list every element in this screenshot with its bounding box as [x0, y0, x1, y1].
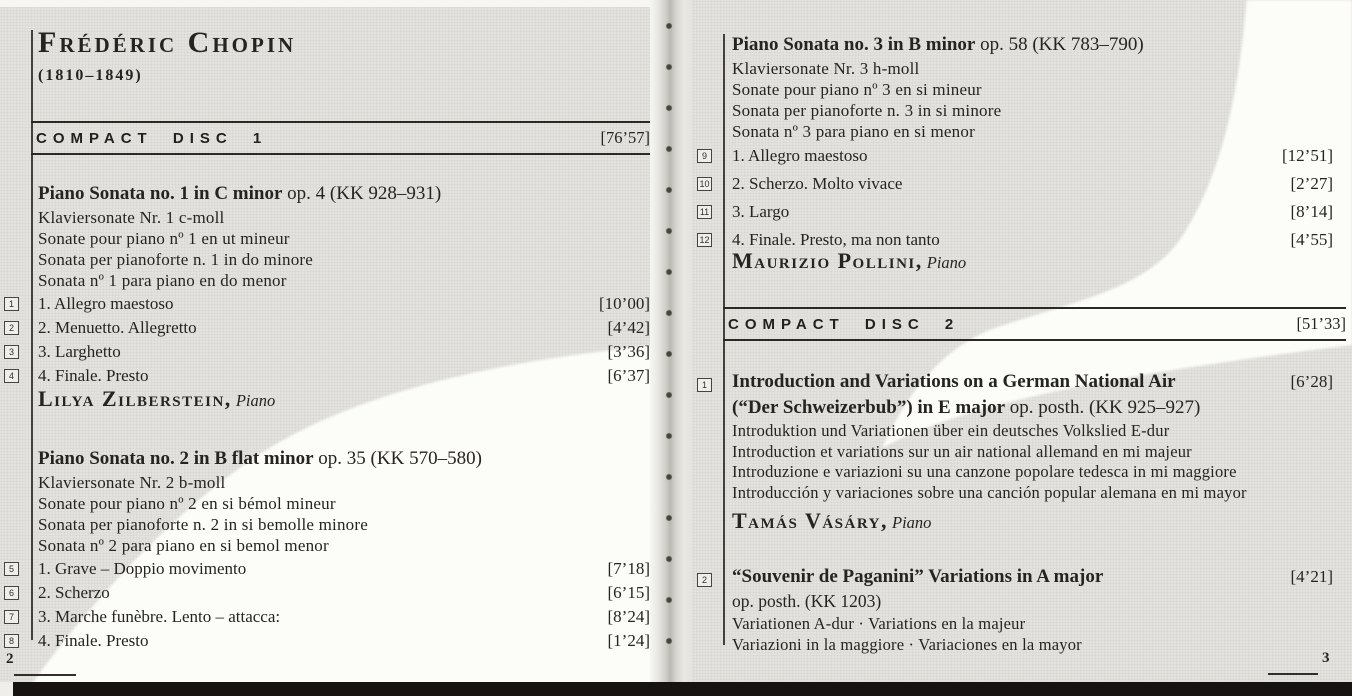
- subtitle-it: Sonata per pianoforte n. 3 in si minore: [732, 101, 1002, 120]
- work-title-main: Piano Sonata no. 1 in C minor: [38, 183, 283, 204]
- performer-role: Piano: [891, 513, 932, 532]
- subtitle-de: Klaviersonate Nr. 3 h-moll: [732, 59, 920, 78]
- track-list: [8, 292, 650, 388]
- work-opus: op. 35 (KK 570–580): [318, 448, 482, 469]
- track-time: [8’24]: [607, 607, 650, 626]
- composer-name: Frédéric Chopin: [38, 26, 297, 59]
- track-time: [12’51]: [1282, 146, 1333, 165]
- page-number-rule: [1268, 673, 1318, 675]
- work-opus: op. 4 (KK 928–931): [287, 183, 442, 204]
- subtitle-de: Klaviersonate Nr. 2 b-moll: [38, 473, 226, 492]
- track-time: [4’21]: [1290, 567, 1333, 586]
- work-opus: op. posth. (KK 925–927): [1009, 397, 1201, 418]
- track-time: [6’37]: [607, 366, 650, 385]
- track-title: 1. Grave – Doppio movimento: [38, 559, 247, 578]
- track-row: [8, 557, 650, 581]
- work-title-main: Piano Sonata no. 2 in B flat minor: [38, 448, 314, 469]
- booklet-page-left: [0, 0, 656, 696]
- track-row: [699, 170, 1333, 198]
- work-title-main2: (“Der Schweizerbub”) in E major: [732, 397, 1006, 418]
- work-title: [732, 32, 1333, 58]
- performer-name: Lilya Zilberstein,: [38, 386, 232, 411]
- track-number-box: 10: [697, 177, 712, 191]
- track-number-box: 2: [4, 321, 19, 335]
- track-number-box: 8: [4, 634, 19, 648]
- track-title: 1. Allegro maestoso: [732, 146, 868, 165]
- subtitle-fr: Sonate pour piano nº 2 en si bémol mineur: [38, 494, 336, 513]
- work-sonata1: [8, 181, 650, 388]
- work-title-main: “Souvenir de Paganini” Variations in A major: [732, 566, 1104, 587]
- work-souvenir-de-paganini: [701, 564, 1333, 655]
- performer-name: Tamás Vásáry,: [732, 508, 888, 533]
- subtitle-es: Sonata nº 2 para piano en si bemol menor: [38, 536, 329, 555]
- page-number-left: 2: [6, 651, 14, 667]
- work-subtitles: [732, 421, 1333, 503]
- disc2-header: [723, 307, 1346, 341]
- track-time: [6’15]: [607, 583, 650, 602]
- scan-bottom-corner: [0, 682, 13, 696]
- work-title-main: Introduction and Variations on a German National Air: [732, 371, 1176, 392]
- track-title: 4. Finale. Presto, ma non tanto: [732, 230, 940, 249]
- composer-block: [38, 26, 296, 85]
- track-title: 2. Scherzo: [38, 583, 110, 602]
- subtitle-es: Sonata nº 1 para piano en do menor: [38, 271, 287, 290]
- subtitle-es: Introducción y variaciones sobre una canción popular alemana en mi mayor: [732, 482, 1247, 502]
- track-time: [7’18]: [607, 559, 650, 578]
- disc2-label: COMPACT DISC 2: [728, 315, 960, 333]
- track-title: 3. Marche funèbre. Lento – attacca:: [38, 607, 281, 626]
- work-title-main: Piano Sonata no. 3 in B minor: [732, 34, 976, 55]
- booklet-page-right: [680, 0, 1352, 696]
- subtitle-de: Introduktion und Variationen über ein deutsches Volkslied E-dur: [732, 421, 1170, 440]
- track-number-box: 3: [4, 345, 19, 359]
- work-opus: op. posth. (KK 1203): [732, 591, 882, 611]
- subtitle-it: Sonata per pianoforte n. 2 in si bemolle minore: [38, 515, 368, 534]
- work-subtitles: [732, 58, 1333, 142]
- work-subtitles: [732, 614, 1333, 655]
- work-title-line1: [732, 368, 1333, 395]
- track-number-box: 2: [697, 573, 712, 587]
- disc2-total-time: [51’33]: [1296, 314, 1346, 333]
- track-time: [4’42]: [607, 318, 650, 337]
- track-row: [8, 340, 650, 364]
- performer-name: Maurizio Pollini,: [732, 248, 923, 273]
- performer-vasary: [732, 508, 931, 534]
- track-time: [4’55]: [1290, 230, 1333, 249]
- subtitle-fr: Sonate pour piano nº 1 en ut mineur: [38, 229, 290, 248]
- track-list: [8, 557, 650, 653]
- track-row: [8, 605, 650, 629]
- subtitle-es: Sonata nº 3 para piano en si menor: [732, 122, 975, 141]
- track-number-box: 11: [697, 205, 712, 219]
- track-time: [8’14]: [1290, 202, 1333, 221]
- track-title: 1. Allegro maestoso: [38, 294, 174, 313]
- binding-stitch-dots: [665, 6, 673, 678]
- subtitle-fr: Sonate pour piano nº 3 en si mineur: [732, 80, 982, 99]
- subtitle-it-es: Variazioni in la maggiore · Variaciones en la mayor: [732, 634, 1082, 654]
- track-time: [3’36]: [607, 342, 650, 361]
- disc1-label: COMPACT DISC 1: [36, 129, 268, 147]
- scan-bottom-edge: [0, 682, 1352, 696]
- track-number-box: 9: [697, 149, 712, 163]
- performer-zilberstein: [38, 386, 275, 412]
- track-time: [6’28]: [1290, 372, 1333, 391]
- subtitle-de-fr: Variationen A-dur · Variations en la majeur: [732, 614, 1026, 633]
- performer-role: Piano: [235, 391, 276, 410]
- work-title-line2: [732, 395, 1333, 421]
- performer-role: Piano: [926, 253, 967, 272]
- work-sonata2: [8, 446, 650, 653]
- track-title: 3. Largo: [732, 202, 790, 221]
- track-row: [8, 581, 650, 605]
- track-time: [1’24]: [607, 631, 650, 650]
- track-title: 2. Scherzo. Molto vivace: [732, 174, 903, 193]
- page-number-rule: [14, 674, 76, 676]
- performer-pollini: [732, 248, 966, 274]
- track-title: 4. Finale. Presto: [38, 631, 149, 650]
- work-german-air-variations: [701, 368, 1333, 503]
- composer-dates: (1810–1849): [38, 67, 143, 84]
- track-row: [701, 142, 1333, 170]
- track-time: [2’27]: [1290, 174, 1333, 193]
- track-row: [8, 364, 650, 388]
- track-number-box: 1: [4, 297, 19, 311]
- work-opus: op. 58 (KK 783–790): [980, 34, 1144, 55]
- track-number-box: 5: [4, 562, 19, 576]
- work-subtitles: [38, 472, 650, 556]
- track-title: 4. Finale. Presto: [38, 366, 149, 385]
- track-title: 2. Menuetto. Allegretto: [38, 318, 197, 337]
- work-sonata3: [699, 32, 1333, 254]
- disc1-total-time: [76’57]: [600, 128, 650, 147]
- page-top-edge: [0, 0, 656, 7]
- subtitle-fr: Introduction et variations sur un air national allemand en mi majeur: [732, 441, 1192, 461]
- track-row: [8, 316, 650, 340]
- page-number-right: 3: [1322, 650, 1330, 666]
- track-row: [8, 629, 650, 653]
- track-number-box: 7: [4, 610, 19, 624]
- work-title-line1: [732, 564, 1333, 589]
- work-subtitles: [38, 207, 650, 291]
- track-number-box: 1: [697, 378, 712, 392]
- track-row: [8, 292, 650, 316]
- work-title: [38, 181, 650, 207]
- track-row: [699, 198, 1333, 226]
- track-title: 3. Larghetto: [38, 342, 121, 361]
- subtitle-de: Klaviersonate Nr. 1 c-moll: [38, 208, 225, 227]
- track-number-box: 6: [4, 586, 19, 600]
- subtitle-it: Sonata per pianoforte n. 1 in do minore: [38, 250, 314, 269]
- subtitle-it: Introduzione e variazioni su una canzone popolare tedesca in mi maggiore: [732, 462, 1237, 481]
- work-title: [38, 446, 650, 472]
- track-number-box: 12: [697, 233, 712, 247]
- track-time: [10’00]: [599, 294, 650, 313]
- track-list: [699, 142, 1333, 254]
- disc1-header: [31, 121, 650, 155]
- track-number-box: 4: [4, 369, 19, 383]
